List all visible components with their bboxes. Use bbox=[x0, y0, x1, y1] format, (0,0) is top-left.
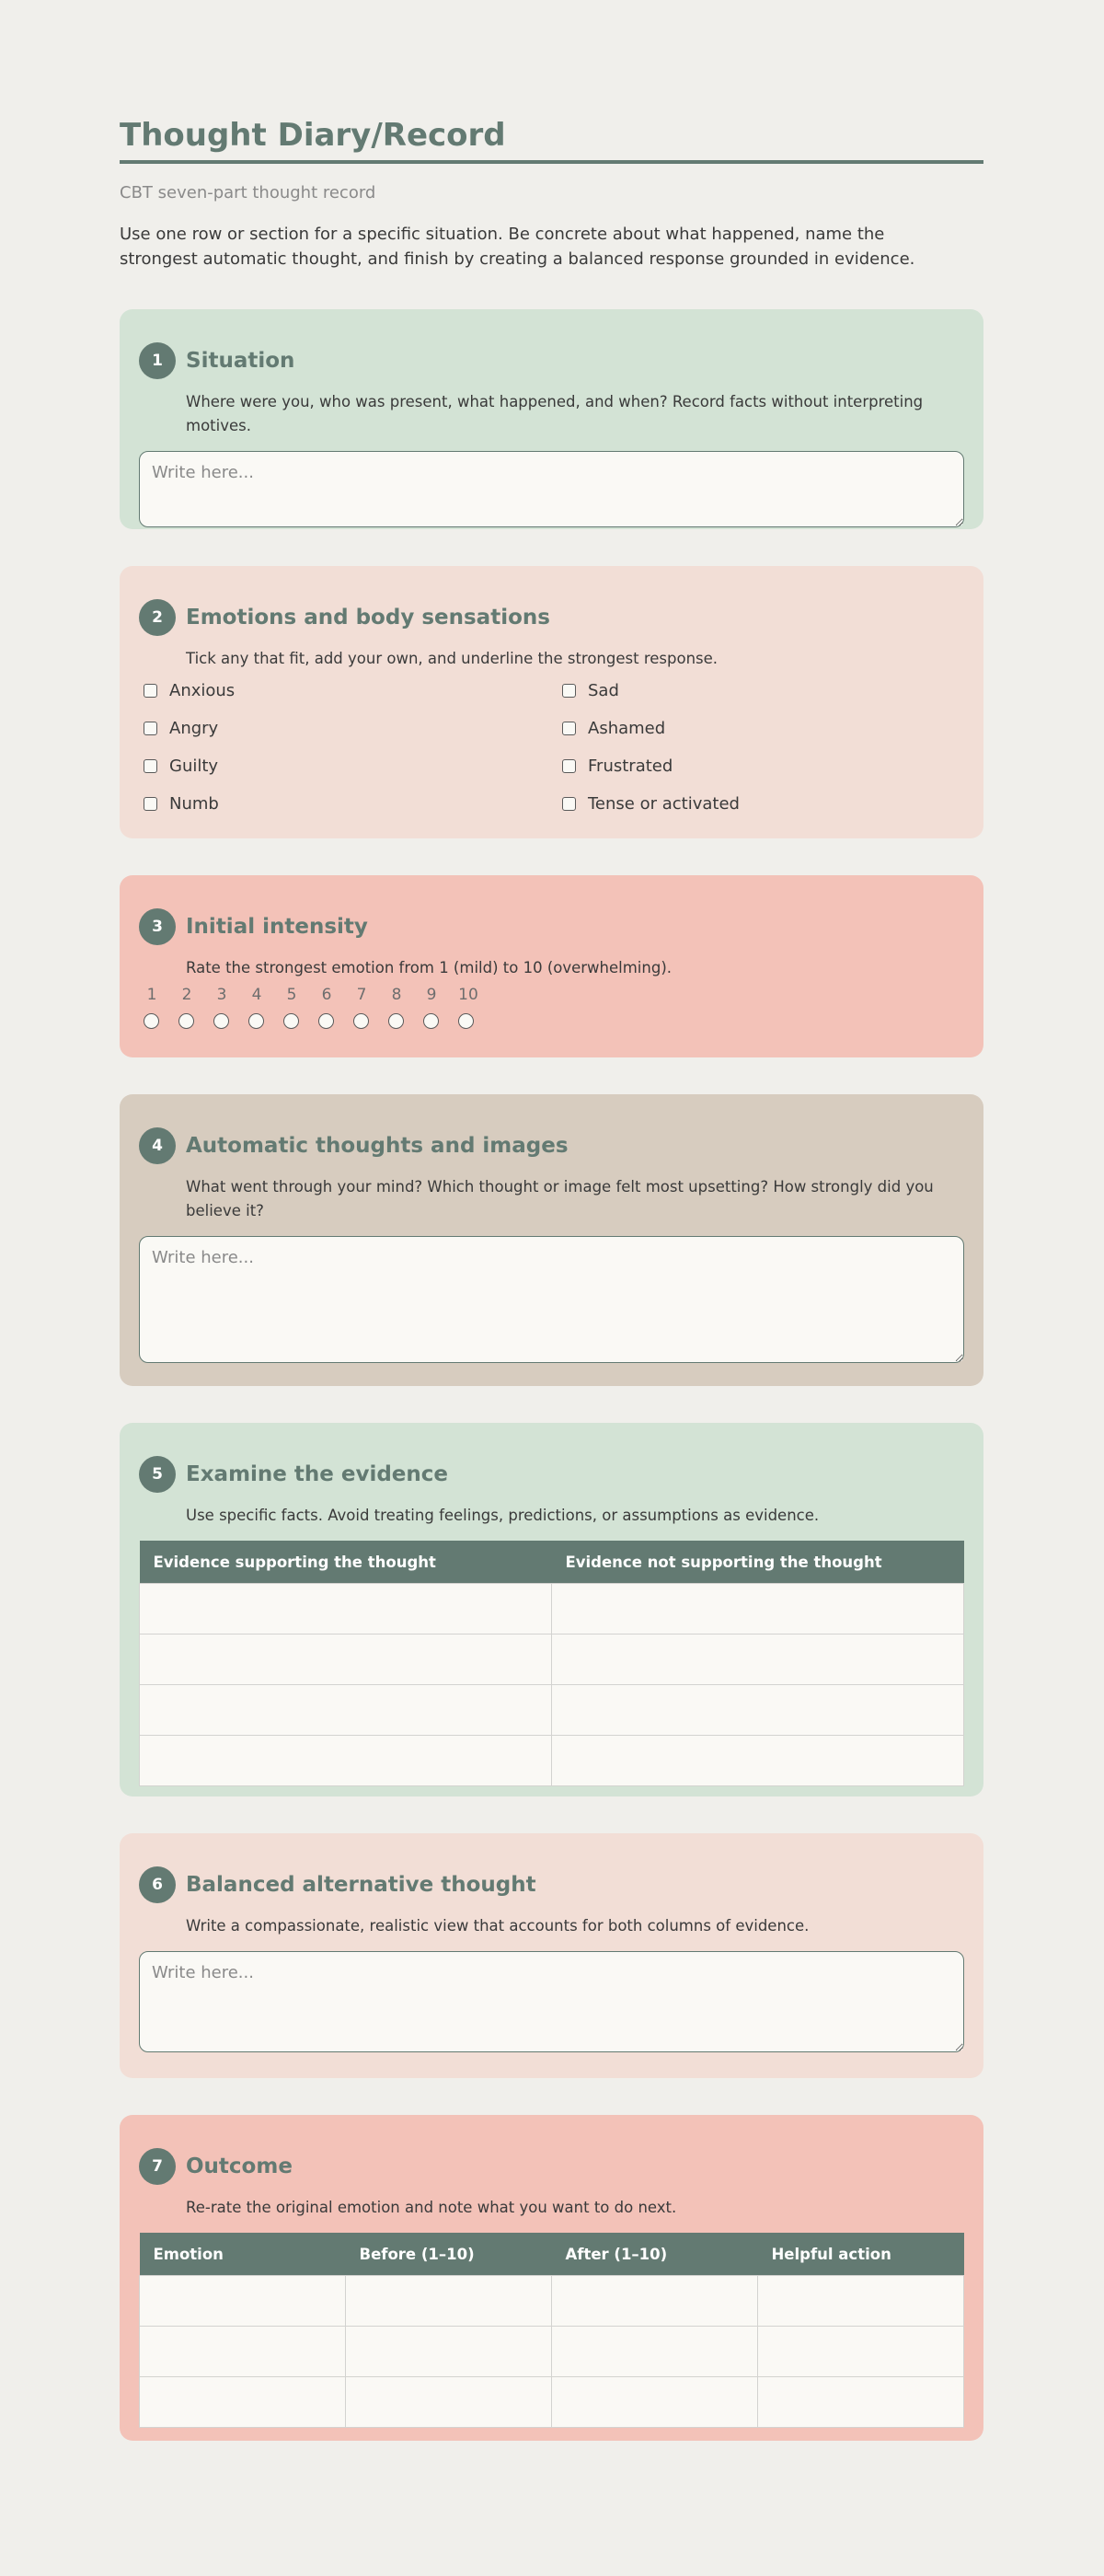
radio-button[interactable] bbox=[144, 1013, 159, 1029]
scale-option-9[interactable] bbox=[423, 984, 458, 1029]
scale-option-10[interactable] bbox=[458, 984, 493, 1029]
section-header bbox=[139, 599, 964, 636]
scale-number: 3 bbox=[216, 986, 227, 1004]
intensity-scale bbox=[144, 984, 964, 1029]
checkbox[interactable] bbox=[144, 797, 157, 811]
column-header: After (1–10) bbox=[552, 2233, 758, 2276]
radio-button[interactable] bbox=[283, 1013, 299, 1029]
step-badge: 2 bbox=[139, 599, 176, 636]
table-cell[interactable] bbox=[552, 1635, 964, 1685]
table-cell[interactable] bbox=[140, 1736, 552, 1786]
step-badge: 5 bbox=[139, 1456, 176, 1493]
automatic-thoughts-input[interactable] bbox=[139, 1236, 964, 1363]
section-description: Where were you, who was present, what happened, and when? Record facts without interpreting motives. bbox=[186, 393, 924, 434]
table-cell[interactable] bbox=[758, 2327, 964, 2377]
table-cell[interactable] bbox=[140, 2276, 346, 2327]
radio-button[interactable] bbox=[388, 1013, 404, 1029]
scale-number: 8 bbox=[391, 986, 402, 1004]
checkbox[interactable] bbox=[562, 684, 576, 698]
section-title: Balanced alternative thought bbox=[186, 1873, 536, 1897]
table-row bbox=[140, 2276, 964, 2327]
table-cell[interactable] bbox=[140, 1635, 552, 1685]
section-title: Emotions and body sensations bbox=[186, 606, 550, 630]
scale-number: 2 bbox=[181, 986, 192, 1004]
table-cell[interactable] bbox=[552, 2276, 758, 2327]
checkbox[interactable] bbox=[144, 722, 157, 735]
evidence-table bbox=[139, 1541, 964, 1786]
emotion-option-frustrated[interactable] bbox=[558, 754, 976, 779]
emotion-option-numb[interactable] bbox=[139, 791, 558, 816]
scale-number: 6 bbox=[321, 986, 332, 1004]
table-row bbox=[140, 2327, 964, 2377]
radio-button[interactable] bbox=[353, 1013, 369, 1029]
section-balanced-thought bbox=[120, 1833, 983, 2078]
page-subtitle: CBT seven-part thought record bbox=[120, 183, 376, 202]
table-row bbox=[140, 1584, 964, 1635]
section-description: Re-rate the original emotion and note what you want to do next. bbox=[186, 2199, 677, 2216]
table-cell[interactable] bbox=[140, 2327, 346, 2377]
intro-text: Use one row or section for a specific situation. Be concrete about what happened, name the strongest automatic thought, and finish by creating a balanced response grounded in evidence. bbox=[120, 225, 915, 269]
emotion-label: Numb bbox=[169, 794, 219, 814]
section-header bbox=[139, 1127, 964, 1164]
step-badge: 6 bbox=[139, 1866, 176, 1903]
checkbox[interactable] bbox=[562, 797, 576, 811]
scale-option-6[interactable] bbox=[318, 984, 353, 1029]
table-cell[interactable] bbox=[552, 1584, 964, 1635]
table-row bbox=[140, 1736, 964, 1786]
checkbox[interactable] bbox=[144, 759, 157, 773]
thought-record-page bbox=[120, 118, 983, 2478]
section-situation bbox=[120, 309, 983, 529]
emotion-label: Frustrated bbox=[588, 757, 673, 776]
step-badge: 1 bbox=[139, 342, 176, 379]
emotion-label: Tense or activated bbox=[588, 794, 740, 814]
section-header bbox=[139, 908, 964, 945]
column-header: Evidence not supporting the thought bbox=[552, 1541, 964, 1584]
table-cell[interactable] bbox=[140, 2377, 346, 2428]
table-cell[interactable] bbox=[346, 2276, 552, 2327]
step-badge: 7 bbox=[139, 2148, 176, 2185]
checkbox[interactable] bbox=[144, 684, 157, 698]
scale-number: 10 bbox=[458, 986, 478, 1004]
page-title: Thought Diary/Record bbox=[120, 117, 506, 154]
scale-number: 9 bbox=[426, 986, 437, 1004]
table-cell[interactable] bbox=[758, 2377, 964, 2428]
table-row bbox=[140, 2377, 964, 2428]
radio-button[interactable] bbox=[178, 1013, 194, 1029]
scale-number: 5 bbox=[286, 986, 297, 1004]
scale-number: 1 bbox=[146, 986, 157, 1004]
scale-option-2[interactable] bbox=[178, 984, 213, 1029]
emotion-label: Guilty bbox=[169, 757, 219, 776]
balanced-thought-input[interactable] bbox=[139, 1951, 964, 2052]
emotion-label: Angry bbox=[169, 719, 219, 738]
column-header: Helpful action bbox=[758, 2233, 964, 2276]
scale-option-1[interactable] bbox=[144, 984, 178, 1029]
emotion-option-angry[interactable] bbox=[139, 716, 558, 741]
table-cell[interactable] bbox=[346, 2327, 552, 2377]
table-cell[interactable] bbox=[758, 2276, 964, 2327]
emotion-label: Anxious bbox=[169, 681, 236, 700]
table-cell[interactable] bbox=[552, 2327, 758, 2377]
scale-option-3[interactable] bbox=[213, 984, 248, 1029]
table-row bbox=[140, 1635, 964, 1685]
section-evidence bbox=[120, 1423, 983, 1796]
section-emotions bbox=[120, 566, 983, 838]
section-title: Initial intensity bbox=[186, 915, 368, 939]
section-header bbox=[139, 1866, 964, 1903]
section-header bbox=[139, 1456, 964, 1493]
step-badge: 4 bbox=[139, 1127, 176, 1164]
section-header bbox=[139, 342, 964, 379]
checkbox[interactable] bbox=[562, 759, 576, 773]
table-cell[interactable] bbox=[140, 1584, 552, 1635]
emotion-option-sad[interactable] bbox=[558, 678, 976, 703]
step-badge: 3 bbox=[139, 908, 176, 945]
table-cell[interactable] bbox=[552, 1736, 964, 1786]
radio-button[interactable] bbox=[423, 1013, 439, 1029]
emotion-label: Sad bbox=[588, 681, 619, 700]
table-header-row bbox=[140, 1541, 964, 1584]
section-title: Situation bbox=[186, 349, 295, 373]
radio-button[interactable] bbox=[213, 1013, 229, 1029]
column-header: Evidence supporting the thought bbox=[140, 1541, 552, 1584]
table-cell[interactable] bbox=[552, 2377, 758, 2428]
emotion-checklist bbox=[139, 678, 964, 816]
table-cell[interactable] bbox=[140, 1685, 552, 1736]
scale-option-5[interactable] bbox=[283, 984, 318, 1029]
outcome-table bbox=[139, 2233, 964, 2428]
section-automatic-thoughts bbox=[120, 1094, 983, 1386]
column-header: Emotion bbox=[140, 2233, 346, 2276]
emotion-option-anxious[interactable] bbox=[139, 678, 558, 703]
title-divider bbox=[120, 160, 983, 164]
section-description: What went through your mind? Which thought or image felt most upsetting? How strongly did you believe it? bbox=[186, 1178, 934, 1219]
section-outcome bbox=[120, 2115, 983, 2441]
checkbox[interactable] bbox=[562, 722, 576, 735]
section-title: Automatic thoughts and images bbox=[186, 1134, 569, 1158]
emotion-label: Ashamed bbox=[588, 719, 666, 738]
scale-option-7[interactable] bbox=[353, 984, 388, 1029]
emotion-option-ashamed[interactable] bbox=[558, 716, 976, 741]
section-description: Use specific facts. Avoid treating feelings, predictions, or assumptions as evidence. bbox=[186, 1507, 820, 1524]
scale-option-4[interactable] bbox=[248, 984, 283, 1029]
radio-button[interactable] bbox=[248, 1013, 264, 1029]
section-header bbox=[139, 2148, 964, 2185]
table-cell[interactable] bbox=[346, 2377, 552, 2428]
scale-number: 4 bbox=[251, 986, 262, 1004]
table-cell[interactable] bbox=[552, 1685, 964, 1736]
emotion-option-tense[interactable] bbox=[558, 791, 976, 816]
section-description: Write a compassionate, realistic view that accounts for both columns of evidence. bbox=[186, 1917, 810, 1935]
radio-button[interactable] bbox=[458, 1013, 474, 1029]
emotion-option-guilty[interactable] bbox=[139, 754, 558, 779]
scale-option-8[interactable] bbox=[388, 984, 423, 1029]
section-description: Tick any that fit, add your own, and underline the strongest response. bbox=[186, 650, 719, 667]
section-title: Outcome bbox=[186, 2154, 293, 2178]
situation-input[interactable] bbox=[139, 451, 964, 527]
section-intensity bbox=[120, 875, 983, 1057]
section-description: Rate the strongest emotion from 1 (mild) to 10 (overwhelming). bbox=[186, 959, 673, 976]
table-row bbox=[140, 1685, 964, 1736]
table-header-row bbox=[140, 2233, 964, 2276]
scale-number: 7 bbox=[356, 986, 367, 1004]
radio-button[interactable] bbox=[318, 1013, 334, 1029]
section-title: Examine the evidence bbox=[186, 1462, 449, 1486]
column-header: Before (1–10) bbox=[346, 2233, 552, 2276]
